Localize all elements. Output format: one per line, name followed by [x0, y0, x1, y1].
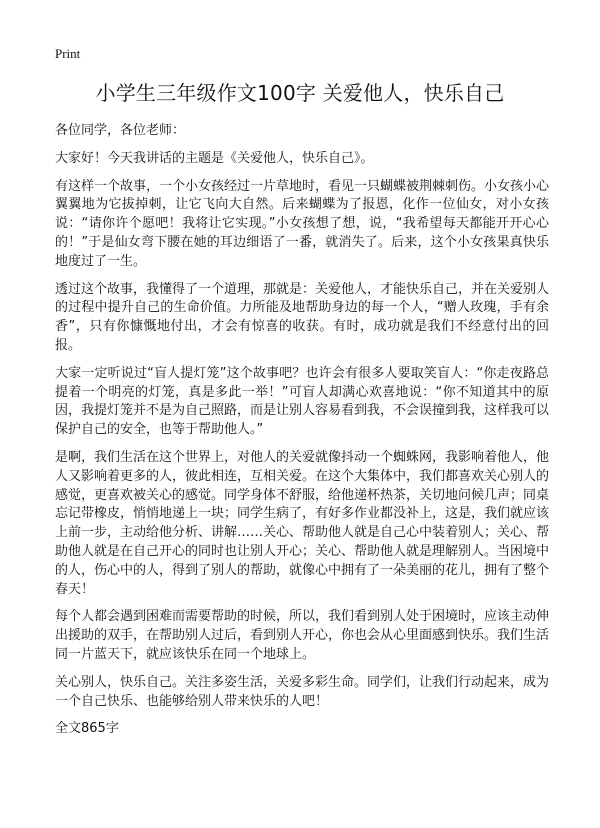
paragraph-caring: 是啊，我们生活在这个世界上，对他人的关爱就像抖动一个蜘蛛网，我影响着他人，他人又影响着更多的人，彼此相连，互相关爱。在这个大集体中，我们都喜欢关心别人的感觉，更喜欢被关心的感觉。同学身体不舒服，给他递杯热茶，关切地问候几声；同桌忘记带橡皮，悄悄地递上一块；同学生病了，有好多作业都没补上，这是，我们就应该上前一步，主动给他分析、讲解……关心、帮助他人就是自己心中装着别人；关心、帮助他人就是在自己开心的同时也让别人开心；关心、帮助他人就是理解别人。当困境中的人，伤心中的人，得到了别人的帮助，就像心中拥有了一朵美丽的花儿，拥有了整个春天！: [55, 449, 550, 597]
paragraph-blind-lantern: 大家一定听说过“盲人提灯笼”这个故事吧？也许会有很多人要取笑盲人：“你走夜路总提着一个明亮的灯笼，真是多此一举！”可盲人却满心欢喜地说：“你不知道其中的原因，我提灯笼并不是为自己照路，而是让别人容易看到我，不会误撞到我，这样我可以保护自己的安全，也等于帮助他人。”: [55, 365, 550, 438]
paragraph-lesson: 透过这个故事，我懂得了一个道理，那就是：关爱他人，才能快乐自己，并在关爱别人的过程中提升自己的生命价值。力所能及地帮助身边的每一个人，“赠人玫瑰，手有余香”，只有你慷慨地付出，才会有惊喜的收获。有时，成功就是我们不经意付出的回报。: [55, 281, 550, 353]
paragraph-helping: 每个人都会遇到困难而需要帮助的时候，所以，我们看到别人处于困境时，应该主动伸出援助的双手，在帮助别人过后，看到别人开心，你也会从心里面感到快乐。我们生活同一片蓝天下，就应该快乐在同一个地球上。: [55, 609, 550, 662]
article-body: [55, 122, 549, 720]
word-count: 全文865字: [55, 721, 119, 736]
salutation: 各位同学，各位老师：: [55, 123, 186, 138]
paragraph-conclusion: 关心别人，快乐自己。关注多姿生活，关爱多彩生命。同学们，让我们行动起来，成为一个自己快乐、也能够给别人带来快乐的人吧！: [55, 674, 550, 709]
paragraph-story: 有这样一个故事，一个小女孩经过一片草地时，看见一只蝴蝶被荆棘刺伤。小女孩小心翼翼地为它拔掉刺，让它飞向大自然。后来蝴蝶为了报恩，化作一位仙女，对小女孩说：“请你许个愿吧！我将让它实现。”小女孩想了想，说，“我希望每天都能开开心心的！”于是仙女弯下腰在她的耳边细语了一番，就消失了。后来，这个小女孩果真快乐地度过了一生。: [55, 178, 550, 269]
print-link[interactable]: Print: [55, 46, 81, 61]
paragraph-greeting: 大家好！今天我讲话的主题是《关爱他人，快乐自己》。: [55, 150, 374, 166]
article-title: 小学生三年级作文100字 关爱他人，快乐自己: [95, 81, 505, 105]
